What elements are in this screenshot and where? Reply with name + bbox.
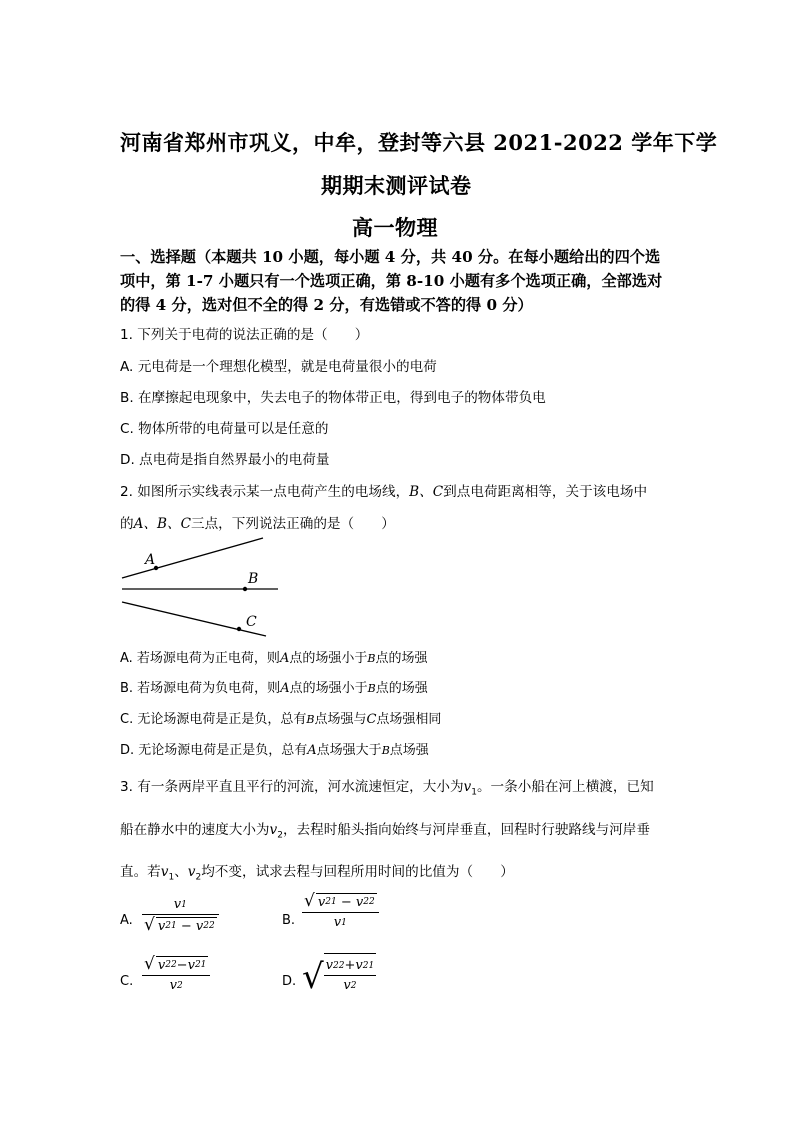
- label-a: A: [145, 552, 156, 568]
- q1-option-a: A. 元电荷是一个理想化模型，就是电荷量很小的电荷: [120, 359, 437, 375]
- field-line-lower: [122, 602, 266, 636]
- section-line-1: 一、选择题（本题共 10 小题，每小题 4 分，共 40 分。在每小题给出的四个选: [120, 248, 661, 266]
- q2-stem-line-2: 的A、B、C三点，下列说法正确的是（ ）: [120, 516, 395, 532]
- q1-option-b: B. 在摩擦起电现象中，失去电子的物体带正电，得到电子的物体带负电: [120, 390, 546, 406]
- label-b: B: [248, 571, 259, 587]
- title-line-1: 河南省郑州市巩义，中牟，登封等六县 2021-2022 学年下学: [120, 130, 718, 155]
- q2-option-b: B. 若场源电荷为负电荷，则A点的场强小于B点的场强: [120, 681, 428, 696]
- q3-option-c-formula: √ v 2 2 − v 2 1 v 2: [142, 956, 210, 993]
- q3-option-a-formula: v 1 √ v 2 1 − v 2 2: [142, 897, 219, 934]
- q2-field-lines-figure: [115, 530, 290, 640]
- q3-stem-line-1: 3. 有一条两岸平直且平行的河流，河水流速恒定，大小为$v_1$。一条小船在河上横渡，已知: [120, 779, 654, 798]
- q3-option-b-formula: √ v 2 1 − v 2 2 v 1: [302, 893, 379, 930]
- q2-option-d: D. 无论场源电荷是正是负，总有A点场强大于B点场强: [120, 743, 429, 758]
- q3-option-a-label: A.: [120, 913, 133, 928]
- q2-stem-line-1: 2. 如图所示实线表示某一点电荷产生的电场线，B、C到点电荷距离相等，关于该电场中: [120, 484, 648, 500]
- q3-option-b-label: B.: [282, 913, 296, 928]
- section-line-3: 的得 4 分，选对但不全的得 2 分，有选错或不答的得 0 分）: [120, 296, 533, 314]
- subject-title: 高一物理: [352, 215, 438, 240]
- q3-option-d-label: D.: [282, 974, 297, 989]
- q3-option-c-label: C.: [120, 974, 134, 989]
- section-line-2: 项中，第 1-7 小题只有一个选项正确，第 8-10 小题有多个选项正确，全部选对: [120, 272, 663, 290]
- q2-option-a: A. 若场源电荷为正电荷，则A点的场强小于B点的场强: [120, 651, 428, 666]
- field-line-upper: [122, 538, 263, 578]
- title-line-2: 期期末测评试卷: [321, 173, 472, 198]
- q1-stem: 1. 下列关于电荷的说法正确的是（ ）: [120, 327, 369, 343]
- q1-option-d: D. 点电荷是指自然界最小的电荷量: [120, 452, 330, 468]
- q2-option-c: C. 无论场源电荷是正是负，总有B点场强与C点场强相同: [120, 712, 442, 727]
- point-b: [243, 587, 247, 591]
- q3-stem-line-3: 直。若$v_1$、$v_2$均不变，试求去程与回程所用时间的比值为（ ）: [120, 864, 514, 883]
- q3-option-d-formula: √ v 2 2 + v 2 1 v 2: [302, 953, 376, 1001]
- q3-stem-line-2: 船在静水中的速度大小为$v_2$，去程时船头指向始终与河岸垂直，回程时行驶路线与河岸垂: [120, 822, 650, 841]
- q1-option-c: C. 物体所带的电荷量可以是任意的: [120, 421, 329, 437]
- point-c: [237, 627, 241, 631]
- label-c: C: [246, 614, 257, 630]
